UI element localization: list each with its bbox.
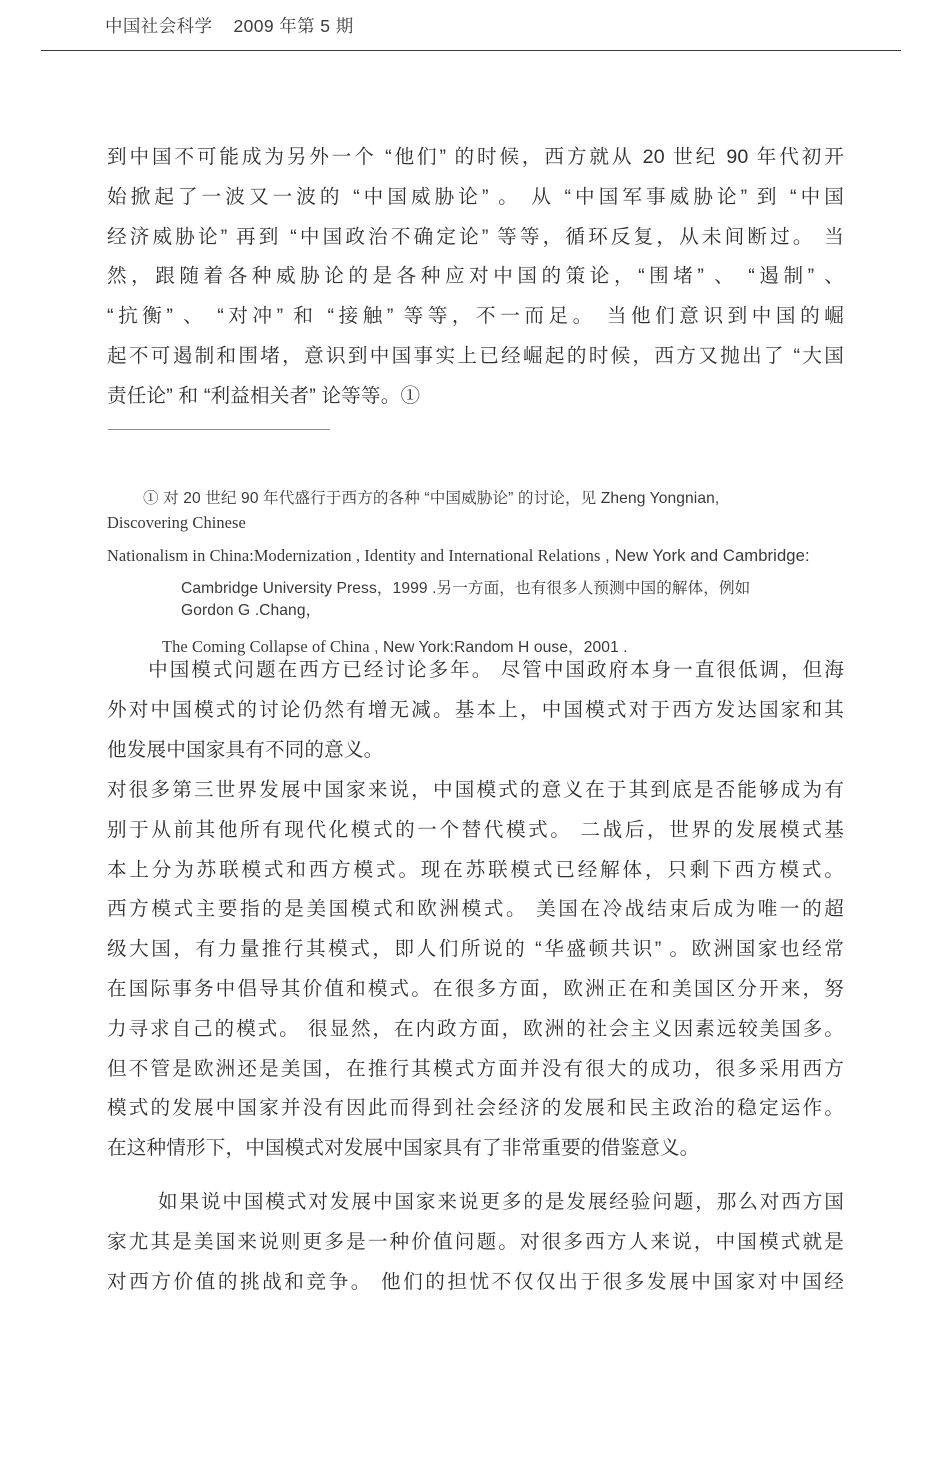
footnote-line-5: Gordon G .Chang， xyxy=(181,602,322,619)
paragraph-3-line-4: 西方模式主要指的是美国模式和欧洲模式。 美国在冷战结束后成为唯一的超 xyxy=(107,898,844,921)
paragraph-2-line-2: 外对中国模式的讨论仍然有增无减。基本上，中国模式对于西方发达国家和其 xyxy=(107,698,844,721)
paragraph-4-line-2: 家尤其是美国来说则更多是一种价值问题。对很多西方人来说，中国模式就是 xyxy=(107,1230,844,1253)
paragraph-3-line-6: 在国际事务中倡导其价值和模式。在很多方面，欧洲正在和美国区分开来，努 xyxy=(107,977,844,1000)
header-rule-divider xyxy=(41,50,901,51)
paragraph-4 xyxy=(107,1183,844,1302)
paragraph-3-line-3: 本上分为苏联模式和西方模式。现在苏联模式已经解体，只剩下西方模式。 xyxy=(107,858,844,881)
footnote-line-2: Discovering Chinese xyxy=(107,512,246,532)
footnote-line-3 xyxy=(107,544,847,569)
paragraph-3-line-2: 别于从前其他所有现代化模式的一个替代模式。 二战后，世界的发展模式基 xyxy=(107,818,844,841)
paragraph-4-line-1: 如果说中国模式对发展中国家来说更多的是发展经验问题，那么对西方国 xyxy=(157,1191,844,1213)
paragraph-3 xyxy=(107,771,844,1169)
paragraph-1 xyxy=(107,138,844,417)
footnote-line-3-publisher: , New York and Cambridge: xyxy=(600,546,810,565)
paragraph-1-line-5: “抗衡” 、 “对冲” 和 “接触” 等等，不一而足。 当他们意识到中国的崛 xyxy=(107,305,844,328)
page-header xyxy=(41,14,901,39)
paragraph-3-line-9: 模式的发展中国家并没有因此而得到社会经济的发展和民主政治的稳定运作。 xyxy=(107,1097,844,1120)
paragraph-1-line-7: 责任论” 和 “利益相关者” 论等等。① xyxy=(107,384,421,407)
footnote-separator-rule xyxy=(108,429,330,430)
footnote-line-6-publisher: , New York:Random H ouse，2001 . xyxy=(369,638,628,656)
paragraph-3-line-5: 级大国，有力量推行其模式，即人们所说的 “华盛顿共识” 。欧洲国家也经常 xyxy=(107,938,844,961)
paragraph-1-line-3: 经济威胁论” 再到 “中国政治不确定论” 等等，循环反复，从未间断过。 当 xyxy=(107,225,844,248)
paragraph-2 xyxy=(107,651,844,770)
paragraph-1-line-2: 始掀起了一波又一波的 “中国威胁论” 。 从 “中国军事威胁论” 到 “中国 xyxy=(107,185,844,208)
footnote-line-6-title: The Coming Collapse of China xyxy=(162,636,370,656)
paragraph-3-line-8: 但不管是欧洲还是美国，在推行其模式方面并没有很大的成功，很多采用西方 xyxy=(107,1057,844,1080)
running-head-text: 中国社会科学 2009 年第 5 期 xyxy=(105,16,354,36)
paragraph-3-line-10: 在这种情形下，中国模式对发展中国家具有了非常重要的借鉴意义。 xyxy=(107,1137,700,1160)
footnote-line-1: ① 对 20 世纪 90 年代盛行于西方的各种 “中国威胁论” 的讨论，见 Zheng Yongnian, xyxy=(143,490,720,507)
paragraph-2-line-1: 中国模式问题在西方已经讨论多年。 尽管中国政府本身一直很低调，但海 xyxy=(148,659,844,681)
footnote-line-4: Cambridge University Press，1999 .另一方面，也有很多人预测中国的解体，例如 xyxy=(181,579,751,597)
paragraph-3-line-7: 力寻求自己的模式。 很显然，在内政方面，欧洲的社会主义因素远较美国多。 xyxy=(107,1017,844,1040)
paragraph-1-line-4: 然，跟随着各种威胁论的是各种应对中国的策论，“围堵” 、 “遏制” 、 xyxy=(107,265,844,288)
paragraph-3-line-1: 对很多第三世界发展中国家来说，中国模式的意义在于其到底是否能够成为有 xyxy=(107,779,844,801)
paragraph-4-line-3: 对西方价值的挑战和竞争。 他们的担忧不仅仅出于很多发展中国家对中国经 xyxy=(107,1270,844,1293)
paragraph-1-line-6: 起不可遏制和围堵，意识到中国事实上已经崛起的时候，西方又抛出了 “大国 xyxy=(107,344,844,367)
footnote-block xyxy=(107,487,847,660)
paragraph-2-line-3: 他发展中国家具有不同的意义。 xyxy=(107,738,384,761)
footnote-line-3-title: Nationalism in China:Modernization , Identity and International Relations xyxy=(107,546,601,565)
paragraph-1-line-1: 到中国不可能成为另外一个 “他们” 的时候，西方就从 20 世纪 90 年代初开 xyxy=(107,146,844,168)
article-body xyxy=(107,138,844,417)
